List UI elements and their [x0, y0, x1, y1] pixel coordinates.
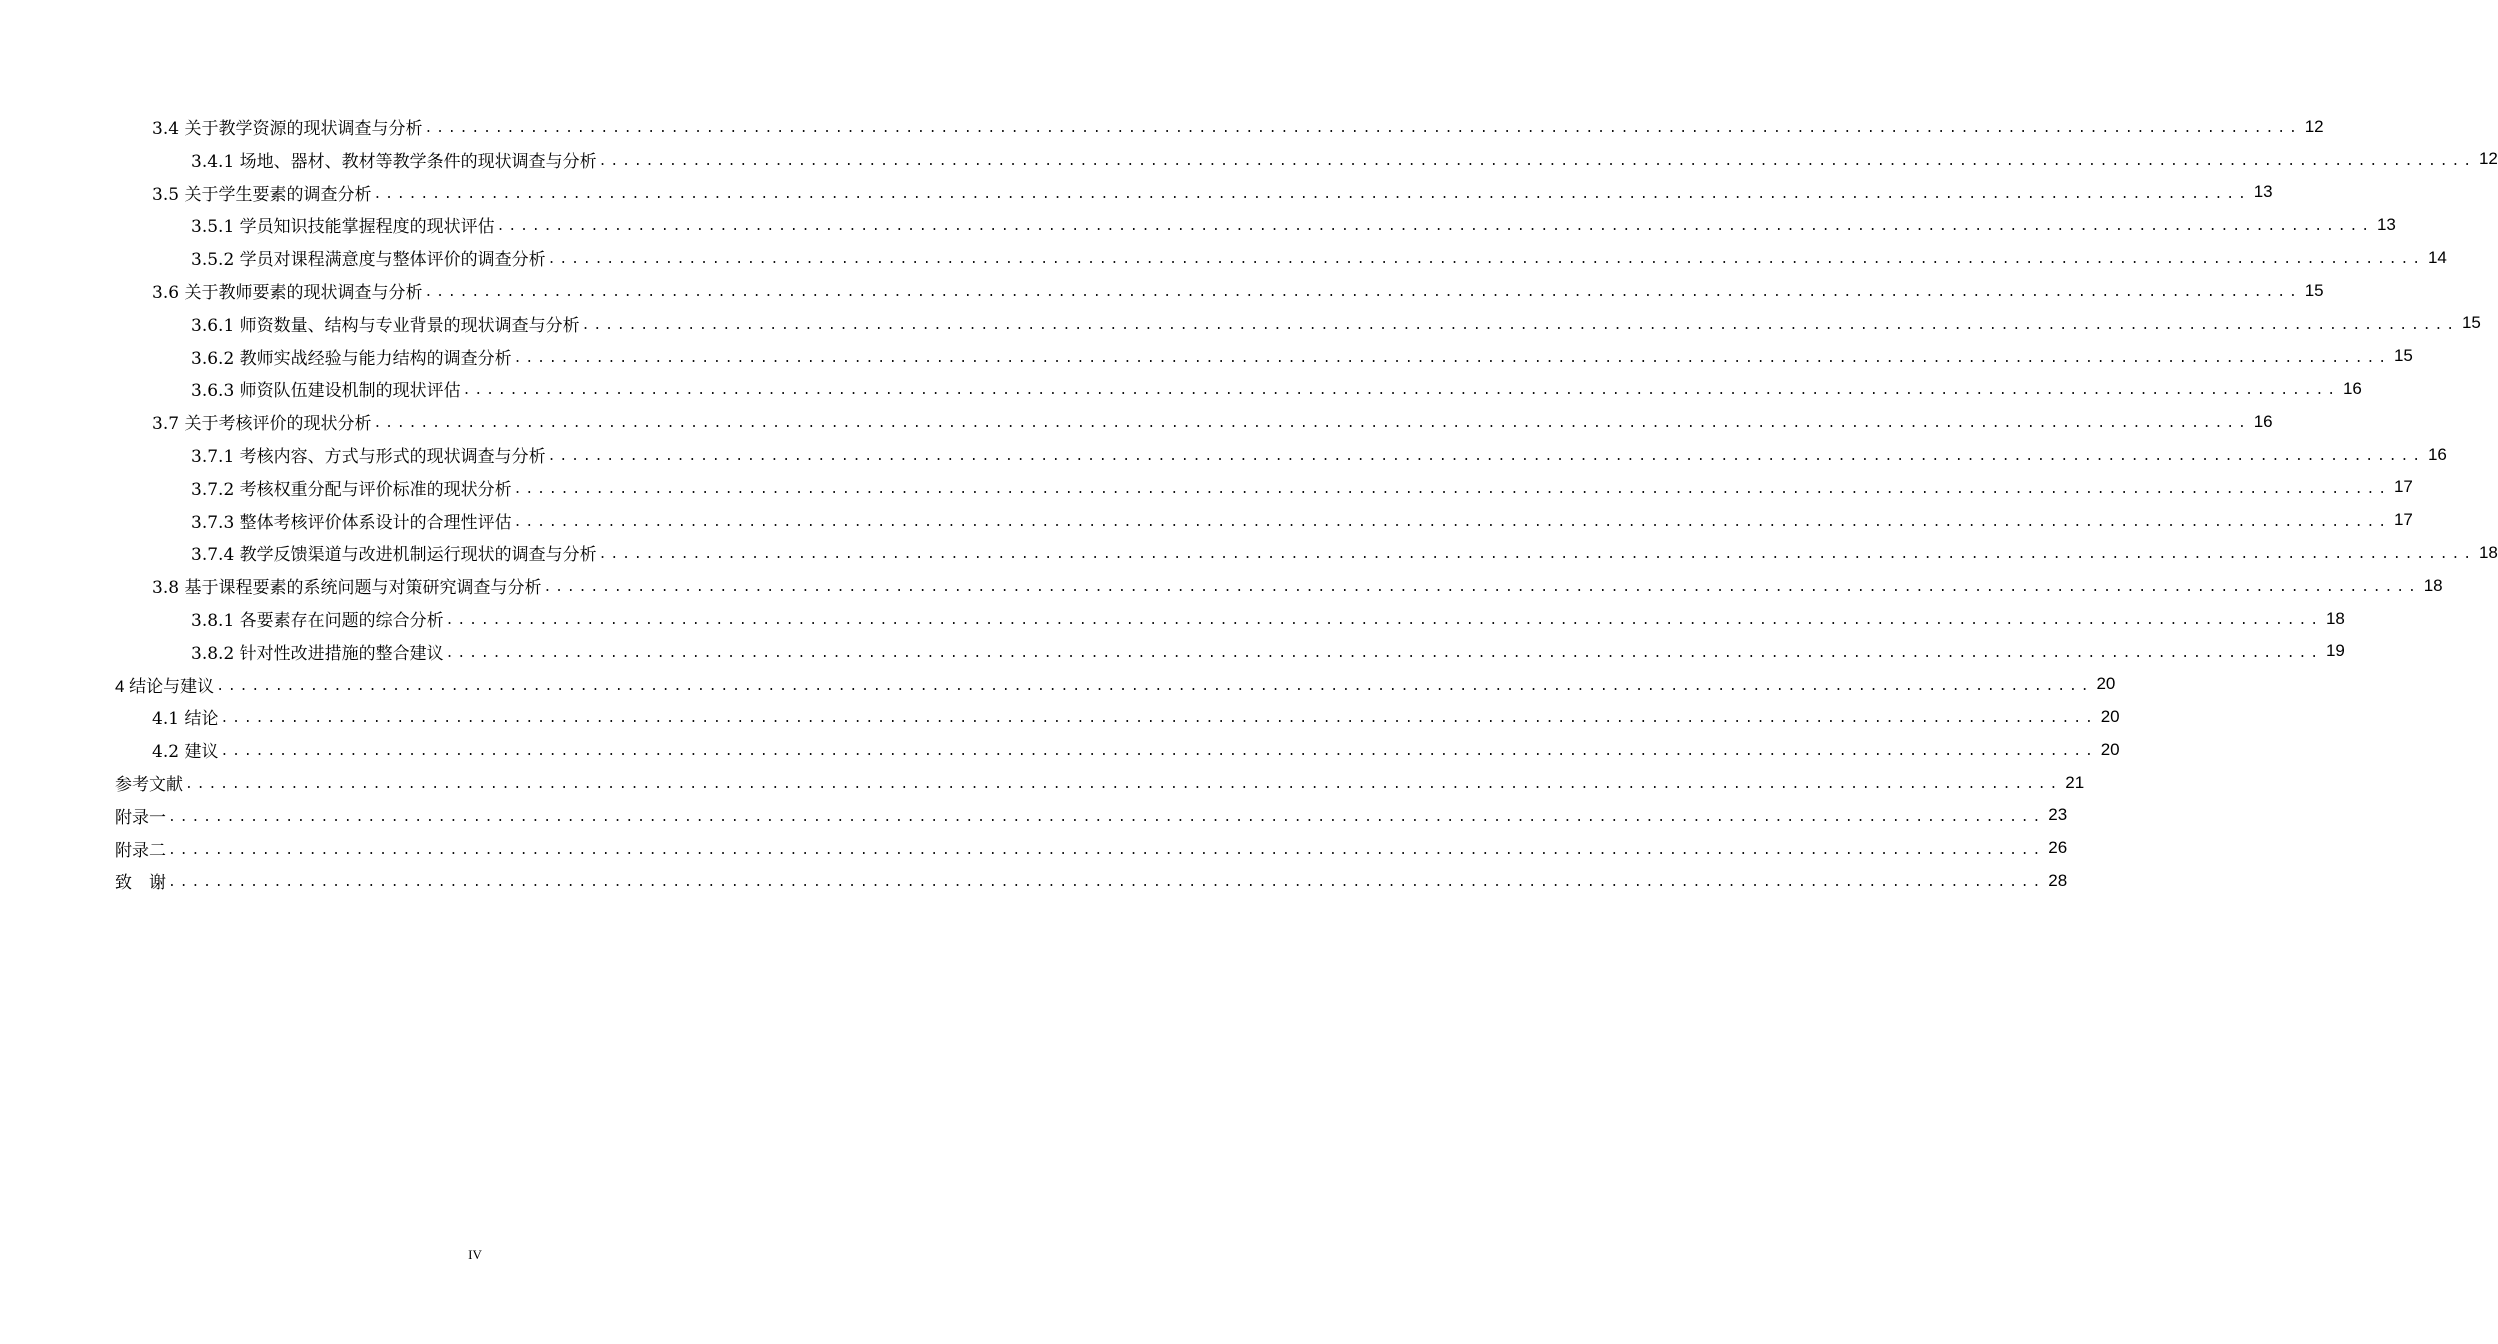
toc-entry-title: 3.6.3 师资队伍建设机制的现状评估	[191, 381, 461, 402]
toc-leader-dots: ................................................................................................................................................................	[185, 777, 2062, 792]
toc-entry-page: 16	[2253, 411, 2273, 431]
page-number: IV	[468, 1247, 482, 1262]
toc-entry-page: 16	[2342, 378, 2362, 398]
toc-leader-dots: ................................................................................................................................................................	[445, 645, 2322, 661]
toc-leader-dots: ................................................................................................................................................................	[598, 547, 2475, 563]
toc-leader-dots: ................................................................................................................................................................	[496, 219, 2373, 235]
toc-entry[interactable]	[152, 405, 2273, 438]
toc-entry[interactable]	[152, 700, 2120, 733]
toc-entry[interactable]	[115, 799, 2068, 832]
toc-entry-page: 23	[2048, 805, 2068, 825]
toc-entry-title: 3.4.1 场地、器材、教材等教学条件的现状调查与分析	[191, 151, 597, 172]
toc-entry-page: 26	[2048, 838, 2068, 858]
toc-entry-page: 15	[2393, 346, 2413, 366]
toc-leader-dots: ................................................................................................................................................................	[168, 809, 2045, 825]
toc-entry-title: 3.7.3 整体考核评价体系设计的合理性评估	[191, 512, 512, 533]
toc-entry[interactable]	[191, 143, 2498, 176]
toc-leader-dots: ................................................................................................................................................................	[168, 875, 2045, 891]
toc-entry-page: 20	[2096, 674, 2116, 694]
toc-entry-page: 18	[2423, 575, 2443, 595]
toc-entry-page: 13	[2376, 214, 2396, 234]
toc-entry-title: 3.4 关于教学资源的现状调查与分析	[152, 119, 423, 139]
toc-entry-title: 3.8 基于课程要素的系统问题与对策研究调查与分析	[152, 578, 542, 599]
toc-entry-title: 4.1 结论	[152, 709, 219, 730]
toc-entry[interactable]	[152, 110, 2324, 143]
toc-entry-title: 附录二	[115, 840, 166, 860]
toc-leader-dots: ................................................................................................................................................................	[547, 449, 2424, 464]
toc-entry-title: 附录一	[115, 807, 166, 827]
toc-entry-title: 3.7.2 考核权重分配与评价标准的现状分析	[191, 479, 512, 500]
toc-leader-dots: ................................................................................................................................................................	[598, 153, 2475, 169]
toc-entry-title: 3.6.1 师资数量、结构与专业背景的现状调查与分析	[191, 315, 580, 336]
toc-entry-title: 4 结论与建议	[115, 676, 215, 696]
toc-entry-title: 参考文献	[115, 775, 183, 794]
toc-entry-page: 12	[2304, 116, 2324, 136]
toc-entry-page: 15	[2461, 313, 2481, 333]
toc-entry-page: 19	[2325, 641, 2345, 661]
toc-entry[interactable]	[191, 372, 2362, 405]
toc-leader-dots: ................................................................................................................................................................	[581, 317, 2458, 333]
toc-entry-title: 3.7 关于考核评价的现状分析	[152, 414, 372, 435]
toc-leader-dots: ................................................................................................................................................................	[220, 711, 2097, 727]
toc-entry-page: 20	[2100, 739, 2120, 759]
toc-leader-dots: ................................................................................................................................................................	[168, 842, 2045, 858]
toc-entry[interactable]	[191, 241, 2447, 274]
toc-entry-page: 18	[2478, 542, 2498, 562]
toc-entry[interactable]	[152, 274, 2324, 307]
toc-leader-dots: ................................................................................................................................................................	[513, 350, 2390, 366]
toc-entry-page: 17	[2393, 477, 2413, 497]
toc-leader-dots: ................................................................................................................................................................	[513, 481, 2390, 497]
toc-entry-title: 3.5.2 学员对课程满意度与整体评价的调查分析	[191, 250, 546, 271]
toc-entry[interactable]	[191, 208, 2396, 241]
toc-entry-page: 13	[2253, 182, 2273, 202]
toc-entry[interactable]	[152, 176, 2273, 209]
toc-entry[interactable]	[191, 340, 2413, 373]
toc-entry[interactable]	[115, 832, 2068, 865]
toc-entry[interactable]	[152, 733, 2120, 766]
toc-entry[interactable]	[115, 864, 2068, 897]
toc-leader-dots: ................................................................................................................................................................	[220, 744, 2097, 760]
toc-entry[interactable]	[191, 438, 2447, 471]
toc-leader-dots: ................................................................................................................................................................	[373, 416, 2250, 432]
toc-entry-page: 21	[2065, 772, 2085, 792]
toc-leader-dots: ................................................................................................................................................................	[445, 613, 2322, 628]
toc-entry-page: 16	[2427, 444, 2447, 464]
toc-entry-title: 4.2 建议	[152, 742, 219, 763]
toc-entry-title: 3.8.2 针对性改进措施的整合建议	[191, 643, 444, 664]
toc-entry-page: 15	[2304, 280, 2324, 300]
toc-entry[interactable]	[191, 536, 2498, 569]
toc-leader-dots: ................................................................................................................................................................	[513, 514, 2390, 530]
toc-entry-title: 3.8.1 各要素存在问题的综合分析	[191, 611, 444, 631]
toc-leader-dots: ................................................................................................................................................................	[547, 252, 2424, 268]
toc-entry[interactable]	[191, 307, 2481, 340]
toc-entry[interactable]	[191, 635, 2345, 668]
toc-entry[interactable]	[115, 668, 2116, 701]
toc-entry-page: 28	[2048, 870, 2068, 890]
toc-entry-title: 致 谢	[115, 873, 166, 893]
toc-entry-title: 3.7.4 教学反馈渠道与改进机制运行现状的调查与分析	[191, 545, 597, 566]
toc-entry-title: 3.7.1 考核内容、方式与形式的现状调查与分析	[191, 447, 546, 467]
toc-entry[interactable]	[152, 569, 2443, 602]
toc-leader-dots: ................................................................................................................................................................	[424, 285, 2301, 300]
toc-entry[interactable]	[191, 602, 2345, 635]
toc-leader-dots: ................................................................................................................................................................	[462, 383, 2339, 399]
toc-entry-page: 20	[2100, 706, 2120, 726]
toc-leader-dots: ................................................................................................................................................................	[373, 186, 2250, 202]
toc-entry-title: 3.5.1 学员知识技能掌握程度的现状评估	[191, 217, 495, 238]
toc-entry-page: 17	[2393, 510, 2413, 530]
toc-leader-dots: ................................................................................................................................................................	[424, 121, 2301, 136]
toc-entry[interactable]	[191, 471, 2413, 504]
toc-leader-dots: ................................................................................................................................................................	[543, 580, 2420, 596]
toc-entry-title: 3.6.2 教师实战经验与能力结构的调查分析	[191, 348, 512, 369]
toc-entry-title: 3.5 关于学生要素的调查分析	[152, 184, 372, 205]
toc-entry-title: 3.6 关于教师要素的现状调查与分析	[152, 283, 423, 303]
toc-entry-page: 18	[2325, 608, 2345, 628]
toc-entry[interactable]	[115, 766, 2085, 799]
toc-entry-page: 14	[2427, 247, 2447, 267]
toc-entry-page: 12	[2478, 149, 2498, 169]
toc-leader-dots: ................................................................................................................................................................	[216, 678, 2093, 694]
toc-entry[interactable]	[191, 504, 2413, 537]
